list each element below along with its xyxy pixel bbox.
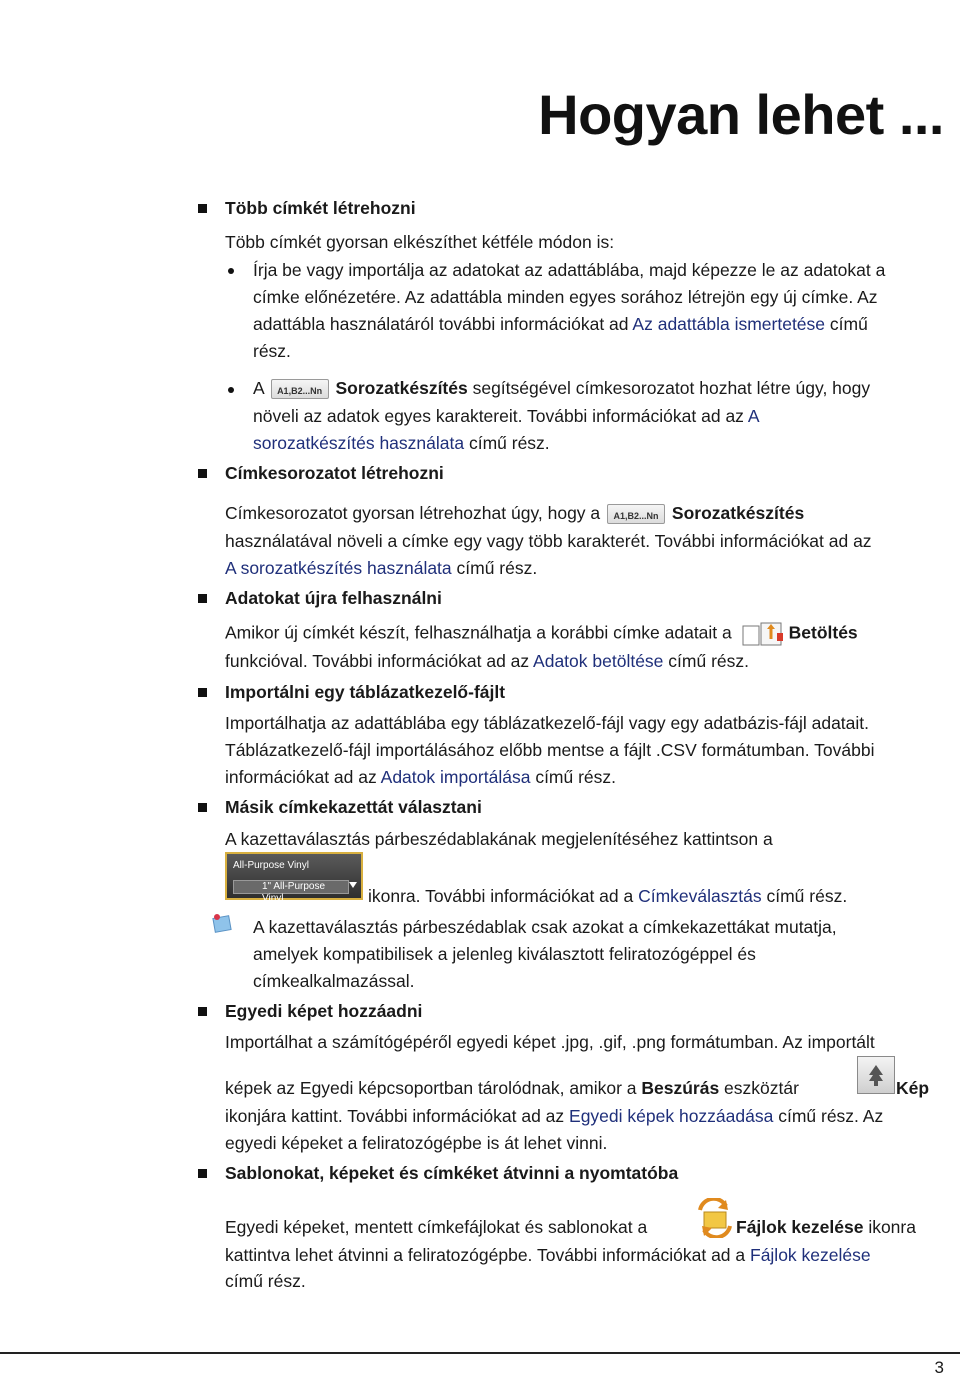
paragraph-line: [253, 377, 870, 399]
page-title: Hogyan lehet ...: [538, 83, 944, 146]
load-data-icon[interactable]: [741, 621, 785, 647]
text: ikonjára kattint. További információkat ad az: [225, 1106, 570, 1126]
text: című rész.: [761, 886, 848, 906]
paragraph-line: [225, 1244, 871, 1266]
text: című rész. Az: [773, 1106, 884, 1126]
paragraph-line: [225, 1216, 647, 1238]
paragraph-line: [225, 650, 749, 672]
section-heading-choose-cartridge: Másik címkekazettát választani: [225, 797, 482, 817]
square-bullet-icon: [198, 204, 207, 213]
paragraph-text: Táblázatkezelő-fájl importálásához előbb mentse a fájlt .CSV formátumban. További: [225, 740, 875, 760]
paragraph-text: Importálhatja az adattáblába egy táblázatkezelő-fájl vagy egy adatbázis-fájl adatait.: [225, 713, 870, 733]
paragraph-text: Importálhat a számítógépéről egyedi képet .jpg, .gif, .png formátumban. Az importált: [225, 1032, 875, 1052]
text: funkcióval. További információkat ad az: [225, 651, 534, 671]
cartridge-selector-button[interactable]: [225, 852, 363, 904]
paragraph-line: [896, 1077, 929, 1099]
paragraph-text: című rész.: [225, 1271, 306, 1291]
square-bullet-icon: [198, 1169, 207, 1178]
paragraph-line: [253, 313, 868, 335]
paragraph-text: címke előnézetére. Az adattábla minden egyes sorához létrejön egy új címke. Az: [253, 287, 878, 307]
text: ikonra: [863, 1217, 916, 1237]
text: információkat ad az: [225, 767, 381, 787]
section-heading-transfer-to-printer: Sablonokat, képeket és címkéket átvinni a nyomtatóba: [225, 1163, 679, 1183]
section-heading-multiple-labels: Több címkét létrehozni: [225, 198, 416, 218]
round-bullet-icon: [228, 268, 234, 274]
paragraph-line: [225, 1077, 799, 1099]
paragraph-line: [225, 557, 537, 579]
text: című rész.: [464, 433, 550, 453]
link-load-data[interactable]: Adatok betöltése: [533, 651, 664, 671]
bold-term: Fájlok kezelése: [736, 1217, 864, 1237]
text: Amikor új címkét készít, felhasználhatja a korábbi címke adatait a: [225, 622, 737, 643]
text: című: [825, 314, 868, 334]
paragraph-line: [225, 621, 858, 647]
section-heading-reuse-data: Adatokat újra felhasználni: [225, 588, 442, 608]
link-label-selection[interactable]: Címkeválasztás: [638, 886, 762, 906]
note-text: címkealkalmazással.: [253, 971, 415, 991]
footer-divider: [0, 1352, 960, 1354]
cartridge-name: All-Purpose Vinyl: [233, 860, 309, 871]
section-heading-label-series: Címkesorozatot létrehozni: [225, 463, 444, 483]
link-data-table[interactable]: Az adattábla ismertetése: [632, 314, 826, 334]
text: növeli az adatok egyes karaktereit. További információkat ad az: [253, 406, 748, 426]
paragraph-line: [253, 432, 550, 454]
link-add-custom-images[interactable]: Egyedi képek hozzáadása: [569, 1106, 774, 1126]
square-bullet-icon: [198, 803, 207, 812]
manage-files-icon[interactable]: [694, 1198, 736, 1238]
link-import-data[interactable]: Adatok importálása: [380, 767, 531, 787]
cartridge-size: 1" All-Purpose Vinyl: [233, 880, 349, 894]
paragraph-text: rész.: [253, 341, 291, 361]
square-bullet-icon: [198, 594, 207, 603]
sequence-icon[interactable]: [271, 379, 329, 399]
paragraph-text: A kazettaválasztás párbeszédablakának megjelenítéséhez kattintson a: [225, 829, 773, 849]
paragraph-text: Több címkét gyorsan elkészíthet kétféle módon is:: [225, 232, 615, 252]
note-text: A kazettaválasztás párbeszédablak csak azokat a címkekazettákat mutatja,: [253, 917, 837, 937]
dropdown-arrow-icon: [349, 882, 357, 888]
square-bullet-icon: [198, 469, 207, 478]
icon-label: A1,B2...Nn: [613, 511, 659, 522]
bold-term: Sorozatkészítés: [671, 503, 805, 523]
page-number: 3: [934, 1358, 944, 1377]
note-icon: [210, 912, 234, 934]
text: ikonra. További információkat ad a: [368, 886, 639, 906]
paragraph-text: egyedi képeket a feliratozógépbe is át lehet vinni.: [225, 1133, 608, 1153]
text: Egyedi képeket, mentett címkefájlokat és sablonokat a: [225, 1217, 648, 1237]
link-manage-files[interactable]: Fájlok kezelése: [750, 1245, 871, 1265]
text: kattintva lehet átvinni a feliratozógépbe. További információkat ad a: [225, 1245, 750, 1265]
text: című rész.: [451, 558, 538, 578]
text: című rész.: [530, 767, 617, 787]
paragraph-line: [368, 885, 847, 907]
text: Címkesorozatot gyorsan létrehozhat úgy, hogy a: [225, 503, 606, 523]
paragraph-line: [736, 1216, 916, 1238]
link-sequence-usage[interactable]: sorozatkészítés használata: [253, 433, 465, 453]
paragraph-line: [225, 766, 616, 788]
round-bullet-icon: [228, 387, 234, 393]
text: A: [253, 378, 269, 398]
sequence-icon[interactable]: [607, 504, 665, 524]
text: eszköztár: [719, 1078, 799, 1098]
bold-term: Beszúrás: [641, 1078, 720, 1098]
icon-label: A1,B2...Nn: [277, 386, 323, 397]
paragraph-line: [225, 502, 804, 524]
note-text: amelyek kompatibilisek a jelenleg kiválasztott feliratozógéppel és: [253, 944, 756, 964]
square-bullet-icon: [198, 688, 207, 697]
bold-term: Betöltés: [788, 622, 858, 643]
text: segítségével címkesorozatot hozhat létre úgy, hogy: [467, 378, 871, 398]
link-sequence-usage[interactable]: A: [747, 406, 760, 426]
text: című rész.: [663, 651, 749, 671]
bold-term: Sorozatkészítés: [335, 378, 468, 398]
bold-term: Kép: [896, 1078, 930, 1098]
section-heading-custom-image: Egyedi képet hozzáadni: [225, 1001, 423, 1021]
image-insert-icon[interactable]: [857, 1056, 895, 1094]
paragraph-line: [253, 405, 760, 427]
link-sequence-usage[interactable]: A sorozatkészítés használata: [225, 558, 452, 578]
section-heading-import-spreadsheet: Importálni egy táblázatkezelő-fájlt: [225, 682, 506, 702]
paragraph-text: használatával növeli a címke egy vagy több karakterét. További információkat ad az: [225, 531, 872, 551]
paragraph-line: [225, 1105, 883, 1127]
square-bullet-icon: [198, 1007, 207, 1016]
text: adattábla használatáról további információkat ad: [253, 314, 633, 334]
paragraph-text: Írja be vagy importálja az adatokat az adattáblába, majd képezze le az adatokat a: [253, 260, 886, 280]
text: képek az Egyedi képcsoportban tárolódnak, amikor a: [225, 1078, 642, 1098]
